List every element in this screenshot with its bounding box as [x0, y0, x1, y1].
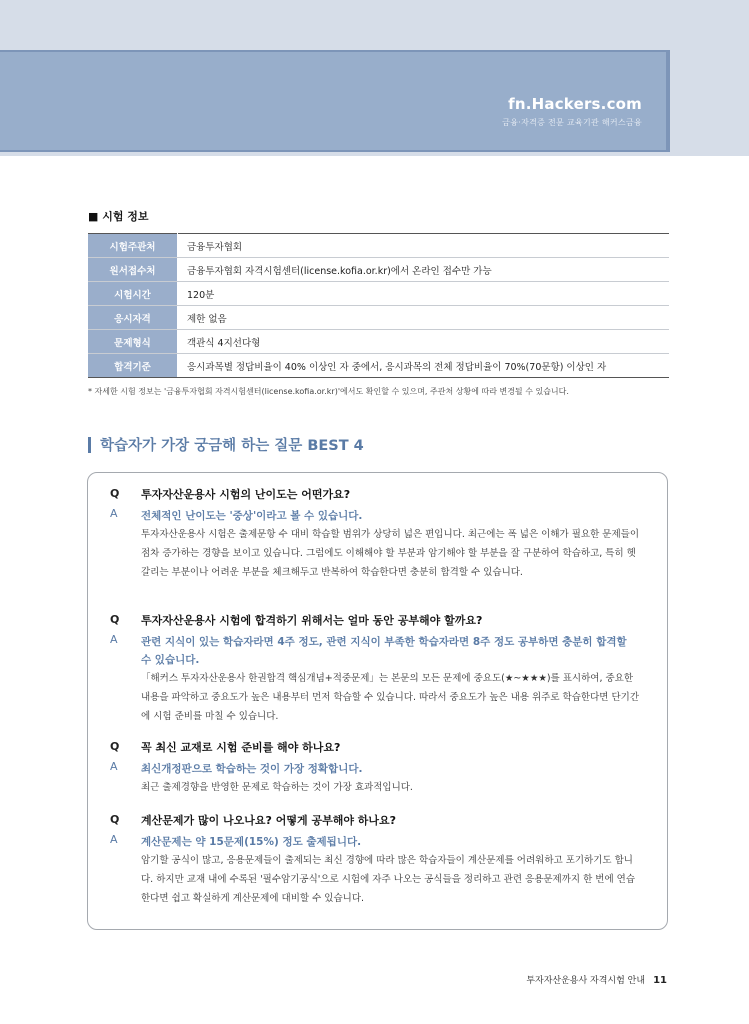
- row-value: 120분: [178, 282, 670, 306]
- heading-bar: [88, 437, 91, 453]
- answer-content: [141, 507, 640, 582]
- a-mark: A: [110, 507, 118, 520]
- exam-info-footnote: * 자세한 시험 정보는 '금융투자협회 자격시험센터(license.kofia.or.kr)'에서도 확인할 수 있으며, 주관처 상황에 따라 변경될 수 있습니다.: [88, 387, 569, 396]
- answer-row: [110, 760, 640, 797]
- q-mark: Q: [110, 487, 120, 500]
- row-value: 금융투자협회: [178, 234, 670, 258]
- row-label: 시험주관처: [88, 234, 178, 258]
- q-mark: Q: [110, 813, 120, 826]
- page-footer: [526, 973, 667, 986]
- table-row: [88, 306, 669, 330]
- question-text: 계산문제가 많이 나오나요? 어떻게 공부해야 하나요?: [141, 814, 397, 827]
- answer-row: [110, 507, 640, 582]
- header-banner-edge: [666, 50, 670, 152]
- brand-name: fn.Hackers.com: [508, 95, 642, 113]
- question-row: [110, 613, 640, 628]
- answer-content: [141, 760, 640, 797]
- answer-headline: 관련 지식이 있는 학습자라면 4주 정도, 관련 지식이 부족한 학습자라면 8주 정도 공부하면 충분히 합격할 수 있습니다.: [141, 636, 627, 666]
- exam-info-table: [88, 233, 669, 378]
- q-mark: Q: [110, 613, 120, 626]
- faq-item-3: [110, 740, 640, 797]
- row-label: 시험시간: [88, 282, 178, 306]
- table-row: [88, 282, 669, 306]
- question-row: [110, 813, 640, 828]
- answer-content: [141, 633, 640, 726]
- a-mark: A: [110, 760, 118, 773]
- question-text: 투자자산운용사 시험의 난이도는 어떤가요?: [141, 488, 351, 501]
- row-label: 응시자격: [88, 306, 178, 330]
- question-row: [110, 487, 640, 502]
- brand-block: [502, 95, 642, 128]
- brand-tagline: 금융·자격증 전문 교육기관 해커스금융: [502, 118, 642, 127]
- table-row: [88, 354, 669, 378]
- header-top-strip: [0, 0, 749, 44]
- a-mark: A: [110, 633, 118, 646]
- table-row: [88, 258, 669, 282]
- answer-body: 「해커스 투자자산운용사 한권합격 핵심개념+적중문제」는 본문의 모든 문제에 중요도(★~★★★)를 표시하여, 중요한 내용을 파악하고 중요도가 높은 내용부터 먼저 학습할 수 있습니다. 따라서 중요도가 높은 내용 위주로 학습한다면 단기간에 시험 준비를 마칠 수 있습니다.: [141, 673, 639, 722]
- q-mark: Q: [110, 740, 120, 753]
- exam-info-title: ■ 시험 정보: [88, 210, 149, 223]
- faq-heading-text: 학습자가 가장 궁금해 하는 질문 BEST 4: [100, 438, 364, 454]
- row-label: 원서접수처: [88, 258, 178, 282]
- row-value: 제한 없음: [178, 306, 670, 330]
- row-label: 문제형식: [88, 330, 178, 354]
- question-text: 꼭 최신 교재로 시험 준비를 해야 하나요?: [141, 741, 341, 754]
- faq-item-2: [110, 613, 640, 726]
- answer-body: 최근 출제경향을 반영한 문제로 학습하는 것이 가장 효과적입니다.: [141, 782, 413, 793]
- answer-headline: 전체적인 난이도는 '중상'이라고 볼 수 있습니다.: [141, 510, 363, 522]
- table-row: [88, 234, 669, 258]
- answer-headline: 최신개정판으로 학습하는 것이 가장 정확합니다.: [141, 763, 363, 775]
- row-value: 객관식 4지선다형: [178, 330, 670, 354]
- answer-headline: 계산문제는 약 15문제(15%) 정도 출제됩니다.: [141, 836, 362, 848]
- a-mark: A: [110, 833, 118, 846]
- table-row: [88, 330, 669, 354]
- row-value: 응시과목별 정답비율이 40% 이상인 자 중에서, 응시과목의 전체 정답비율이 70%(70문항) 이상인 자: [178, 354, 670, 378]
- faq-item-4: [110, 813, 640, 908]
- answer-row: [110, 633, 640, 726]
- faq-heading: [88, 434, 364, 455]
- answer-body: 암기할 공식이 많고, 응용문제들이 출제되는 최신 경향에 따라 많은 학습자들이 계산문제를 어려워하고 포기하기도 합니다. 하지만 교재 내에 수록된 '필수암기공식'으로 시험에 자주 나오는 공식들을 정리하고 관련 응용문제까지 한 번에 연습한다면 쉽고 확실하게 계산문제에 대비할 수 있습니다.: [141, 855, 636, 904]
- answer-row: [110, 833, 640, 908]
- footer-title: 투자자산운용사 자격시험 안내: [526, 976, 646, 986]
- page-number: 11: [653, 975, 667, 986]
- question-text: 투자자산운용사 시험에 합격하기 위해서는 얼마 동안 공부해야 할까요?: [141, 614, 483, 627]
- question-row: [110, 740, 640, 755]
- row-label: 합격기준: [88, 354, 178, 378]
- row-value: 금융투자협회 자격시험센터(license.kofia.or.kr)에서 온라인 접수만 가능: [178, 258, 670, 282]
- answer-body: 투자자산운용사 시험은 출제문항 수 대비 학습할 범위가 상당히 넓은 편입니다. 최근에는 폭 넓은 이해가 필요한 문제들이 점차 증가하는 경향을 보이고 있습니다. 그럼에도 이해해야 할 부분과 암기해야 할 부분을 잘 구분하여 학습하고, 특히 헷갈리는 부분이나 어려운 부분을 체크해두고 반복하여 학습한다면 충분히 합격할 수 있습니다.: [141, 529, 639, 578]
- faq-item-1: [110, 487, 640, 582]
- answer-content: [141, 833, 640, 908]
